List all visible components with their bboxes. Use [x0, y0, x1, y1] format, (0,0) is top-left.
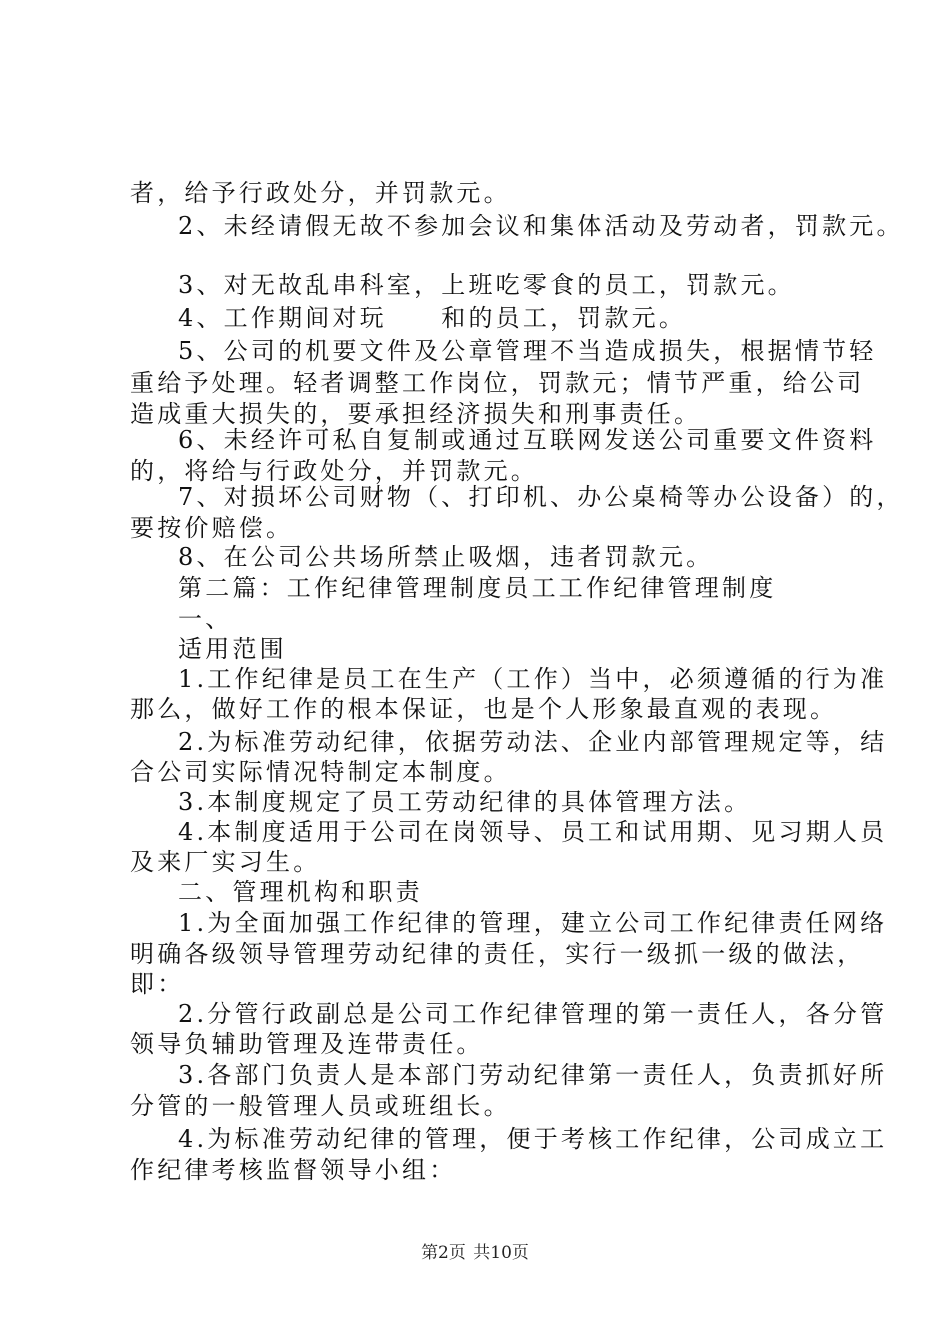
page-number: 第2页: [421, 1243, 466, 1263]
text-line: 者，给予行政处分，并罚款元。: [130, 179, 511, 207]
text-line: 3.各部门负责人是本部门劳动纪律第一责任人，负责抓好所: [178, 1061, 888, 1089]
text-line: 要按价赔偿。: [130, 514, 294, 542]
text-line: 4.为标准劳动纪律的管理，便于考核工作纪律，公司成立工: [178, 1125, 888, 1153]
text-line: 作纪律考核监督领导小组：: [130, 1156, 457, 1184]
text-line: 3、对无故乱串科室，上班吃零食的员工，罚款元。: [178, 271, 795, 299]
page-total: 共10页: [473, 1243, 529, 1263]
page-footer: [0, 1242, 950, 1264]
section-heading: 二、管理机构和职责: [178, 878, 423, 906]
section-heading: 第二篇：工作纪律管理制度员工工作纪律管理制度: [178, 574, 777, 602]
text-line: 一、: [178, 605, 233, 633]
text-line: 那么，做好工作的根本保证，也是个人形象最直观的表现。: [130, 695, 838, 723]
text-line: 的，将给与行政处分，并罚款元。: [130, 457, 538, 485]
text-line: 3.本制度规定了员工劳动纪律的具体管理方法。: [178, 788, 752, 816]
text-line: 1.工作纪律是员工在生产（工作）当中，必须遵循的行为准: [178, 665, 888, 693]
text-line: 7、对损坏公司财物（、打印机、办公桌椅等办公设备）的，: [178, 483, 904, 511]
text-line: 明确各级领导管理劳动纪律的责任，实行一级抓一级的做法，: [130, 940, 865, 968]
text-line: 领导负辅助管理及连带责任。: [130, 1030, 484, 1058]
text-line: 1.为全面加强工作纪律的管理，建立公司工作纪律责任网络: [178, 909, 888, 937]
text-line: 即：: [130, 970, 185, 998]
text-line: 分管的一般管理人员或班组长。: [130, 1092, 511, 1120]
text-line: 4.本制度适用于公司在岗领导、员工和试用期、见习期人员: [178, 818, 888, 846]
text-line: 2.为标准劳动纪律，依据劳动法、企业内部管理规定等，结: [178, 728, 888, 756]
text-line: 4、工作期间对玩 和的员工，罚款元。: [178, 304, 687, 332]
section-heading: 适用范围: [178, 635, 287, 663]
text-line: 5、公司的机要文件及公章管理不当造成损失，根据情节轻: [178, 337, 877, 365]
text-line: 2.分管行政副总是公司工作纪律管理的第一责任人，各分管: [178, 1000, 888, 1028]
text-line: 重给予处理。轻者调整工作岗位，罚款元；情节严重，给公司: [130, 369, 865, 397]
text-line: 8、在公司公共场所禁止吸烟，违者罚款元。: [178, 543, 714, 571]
text-line: 合公司实际情况特制定本制度。: [130, 758, 511, 786]
text-line: 2、未经请假无故不参加会议和集体活动及劳动者，罚款元。: [178, 212, 904, 240]
text-line: 造成重大损失的，要承担经济损失和刑事责任。: [130, 400, 702, 428]
text-line: 6、未经许可私自复制或通过互联网发送公司重要文件资料: [178, 426, 877, 454]
text-line: 及来厂实习生。: [130, 848, 321, 876]
